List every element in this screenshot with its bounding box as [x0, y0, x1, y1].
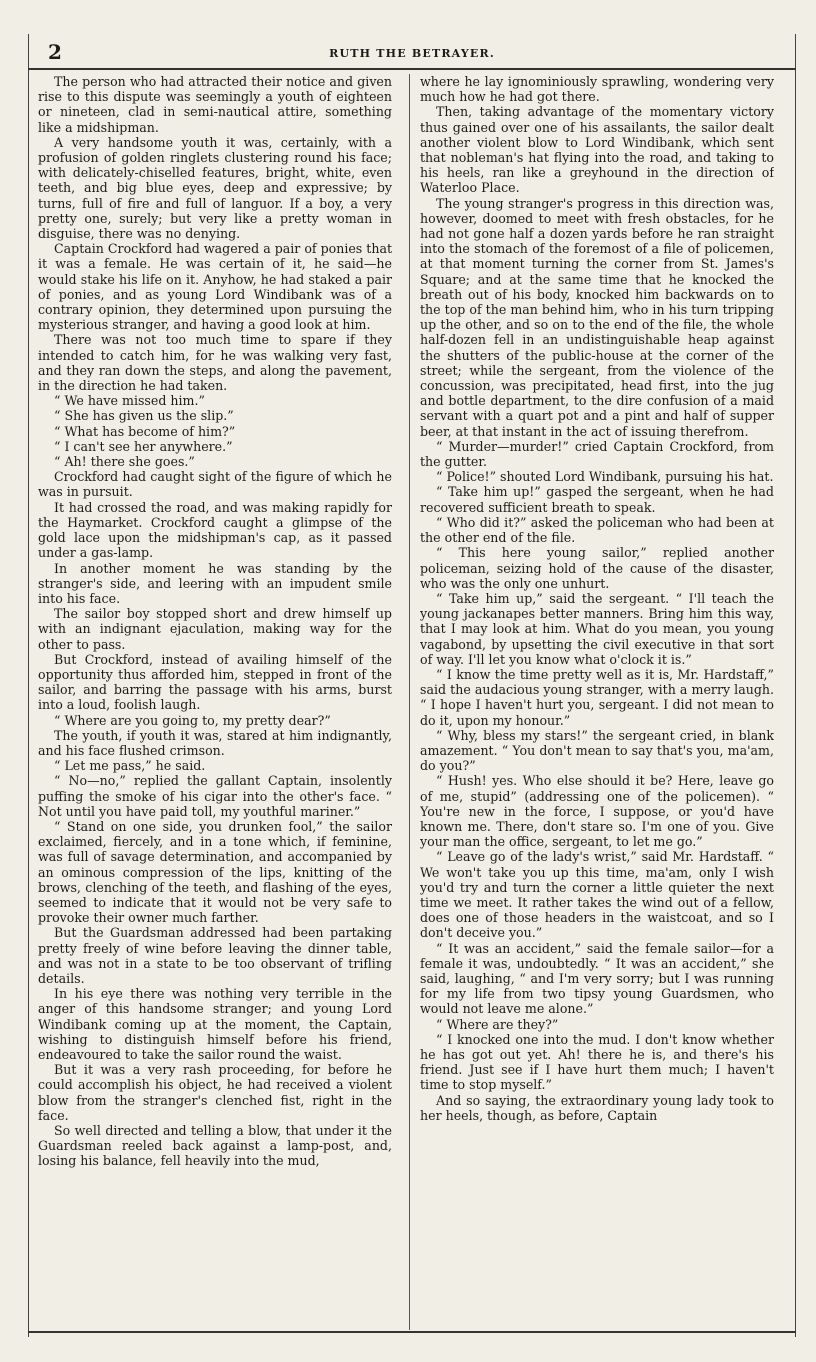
right-column [420, 74, 774, 1330]
paragraph: “ Stand on one side, you drunken fool,” the sailor exclaimed, fiercely, and in a tone which, if feminine, was full of savage determination, and accompanied by an ominous compression of the lips, knitting of the brows, clenching of the teeth, and flashing of the eyes, seemed to indicate that it would not be very safe to provoke their owner much farther. [38, 818, 392, 926]
bottom-rule [28, 1331, 796, 1333]
paragraph: There was not too much time to spare if they intended to catch him, for he was walking very fast, and they ran down the steps, and along the pavement, in the direction he had taken. [38, 332, 392, 394]
paragraph: “ Leave go of the lady's wrist,” said Mr. Hardstaff. “ We won't take you up this time, ma'am, only I wish you'd try and turn the corner a little quieter the next time we meet. It rather takes the wind out of a fellow, does one of those headers in the waistcoat, and so I don't deceive you.” [420, 849, 774, 941]
paragraph: The person who had attracted their notice and given rise to this dispute was seemingly a youth of eighteen or nineteen, clad in semi-nautical attire, something like a midshipman. [38, 74, 392, 135]
paragraph: “ This here young sailor,” replied another policeman, seizing hold of the cause of the disaster, who was the only one unhurt. [420, 545, 774, 591]
paragraph: But the Guardsman addressed had been partaking pretty freely of wine before leaving the dinner table, and was not in a state to be too observant of trifling details. [38, 925, 392, 986]
paragraph: And so saying, the extraordinary young lady took to her heels, though, as before, Captain [420, 1092, 774, 1123]
paragraph: “ Let me pass,” he said. [54, 758, 206, 774]
paragraph: The young stranger's progress in this direction was, however, doomed to meet with fresh obstacles, for he had not gone half a dozen yards before he ran straight into the stomach of the foremost of a file of policemen, at that moment turning the corner from St. James's Square; and at the same time that he knocked the breath out of his body, knocked him backwards on to the top of the man behind him, who in his turn tripping up the other, and so on to the end of the file, the whole half-dozen fell in an undistinguishable heap against the shutters of the public-house at the corner of the street; while the sergeant, from the violence of the concussion, was precipitated, head first, into the jug and bottle department, to the dire confusion of a maid servant with a quart pot and a pint and half of supper beer, at that instant in the act of issuing therefrom. [420, 195, 774, 439]
paragraph: A very handsome youth it was, certainly, with a profusion of golden ringlets clustering round his face; with delicately-chiselled features, bright, white, even teeth, and big blue eyes, deep and expressive; by turns, full of fire and full of languor. If a boy, a very pretty one, surely; but very like a pretty woman in disguise, there was no denying. [38, 134, 392, 242]
paragraph: In another moment he was standing by the stranger's side, and leering with an impudent smile into his face. [38, 560, 392, 606]
paragraph: where he lay ignominiously sprawling, wondering very much how he had got there. [420, 74, 774, 105]
paragraph: Crockford had caught sight of the figure of which he was in pursuit. [38, 469, 392, 500]
paragraph: “ Where are you going to, my pretty dear?” [54, 712, 331, 728]
paragraph: “ I knocked one into the mud. I don't know whether he has got out yet. Ah! there he is, and there's his friend. Just see if I have hurt them much; I haven't time to stop myself.” [420, 1031, 774, 1093]
paragraph: “ Why, bless my stars!” the sergeant cried, in blank amazement. “ You don't mean to say that's you, ma'am, do you?” [420, 727, 774, 774]
column-divider [409, 74, 410, 1330]
paragraph: “ I know the time pretty well as it is, Mr. Hardstaff,” said the audacious young stranger, with a merry laugh. “ I hope I haven't hurt you, sergeant. I did not mean to do it, upon my honour.” [420, 666, 774, 728]
paragraph: Then, taking advantage of the momentary victory thus gained over one of his assailants, the sailor dealt another violent blow to Lord Windibank, which sent that nobleman's hat flying into the road, and taking to his heels, ran like a greyhound in the direction of Waterloo Place. [420, 104, 774, 196]
paragraph: “ Hush! yes. Who else should it be? Here, leave go of me, stupid” (addressing one of the policemen). “ You're new in the force, I suppose, or you'd have known me. There, don't stare so. I'm one of you. Give your man the office, sergeant, to let me go.” [420, 773, 774, 850]
paragraph: “ Where are they?” [436, 1016, 559, 1032]
paragraph: “ I can't see her anywhere.” [54, 438, 233, 454]
page-header [28, 38, 796, 70]
paragraph: So well directed and telling a blow, that under it the Guardsman reeled back against a lamp-post, and, losing his balance, fell heavily into the mud, [38, 1123, 392, 1169]
running-title: RUTH THE BETRAYER. [329, 47, 495, 60]
paragraph: “ Police!” shouted Lord Windibank, pursuing his hat. [436, 469, 774, 485]
paragraph: “ She has given us the slip.” [54, 408, 234, 424]
paragraph: But it was a very rash proceeding, for before he could accomplish his object, he had received a violent blow from the stranger's clenched fist, right in the face. [38, 1062, 392, 1123]
paragraph: The sailor boy stopped short and drew himself up with an indignant ejaculation, making way for the other to pass. [38, 606, 392, 652]
paragraph: “ Murder—murder!” cried Captain Crockford, from the gutter. [420, 438, 774, 470]
paragraph: It had crossed the road, and was making rapidly for the Haymarket. Crockford caught a glimpse of the gold lace upon the midshipman's cap, as it passed under a gas-lamp. [38, 499, 392, 561]
paragraph: “ Who did it?” asked the policeman who had been at the other end of the file. [420, 514, 774, 546]
paragraph: “ No—no,” replied the gallant Captain, insolently puffing the smoke of his cigar into the other's face. “ Not until you have paid toll, my youthful mariner.” [38, 773, 392, 819]
paragraph: “ We have missed him.” [54, 393, 205, 409]
paragraph: In his eye there was nothing very terrible in the anger of this handsome stranger; and young Lord Windibank coming up at the moment, the Captain, wishing to distinguish himself before his friend, endeavoured to take the sailor round the waist. [38, 986, 392, 1062]
paragraph: “ It was an accident,” said the female sailor—for a female it was, undoubtedly. “ It was an accident,” she said, laughing, “ and I'm very sorry; but I was running for my life from two tipsy young Guardsmen, who would not leave me alone.” [420, 940, 774, 1017]
paragraph: “ Ah! there she goes.” [54, 454, 195, 470]
page-number: 2 [48, 40, 62, 64]
paragraph: But Crockford, instead of availing himself of the opportunity thus afforded him, stepped in front of the sailor, and barring the passage with his arms, burst into a loud, foolish laugh. [38, 651, 392, 713]
paragraph: “ Take him up!” gasped the sergeant, when he had recovered sufficient breath to speak. [420, 484, 774, 515]
paragraph: Captain Crockford had wagered a pair of ponies that it was a female. He was certain of it, he said—he would stake his life on it. Anyhow, he had staked a pair of ponies, and as young Lord Windibank was of a contrary opinion, they determined upon pursuing the mysterious stranger, and having a good look at him. [38, 241, 392, 333]
left-column [38, 74, 392, 1330]
paragraph: “ Take him up,” said the sergeant. “ I'll teach the young jackanapes better manners. Bring him this way, that I may look at him. What do you mean, you young vagabond, by upsetting the civil executive in that sort of way. I'll let you know what o'clock it is.” [420, 590, 774, 667]
paragraph: “ What has become of him?” [54, 423, 236, 439]
paragraph: The youth, if youth it was, stared at him indignantly, and his face flushed crimson. [38, 727, 392, 758]
